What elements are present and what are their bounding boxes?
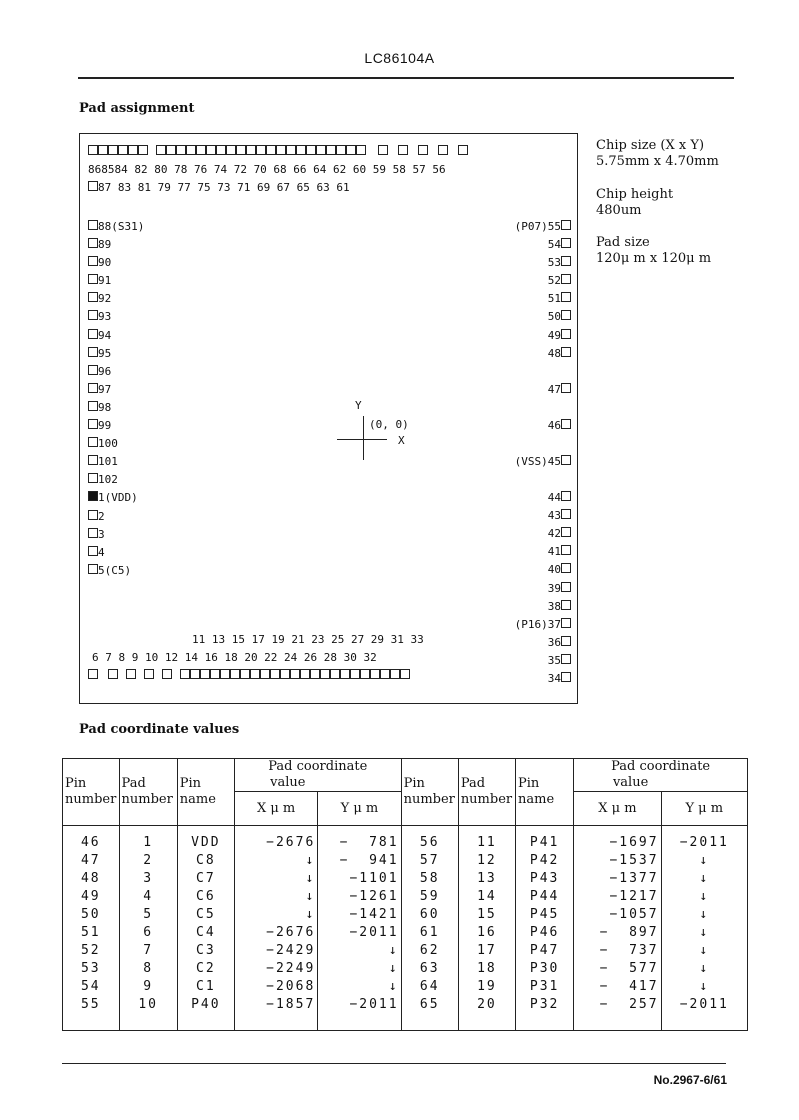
pad-square [561,654,571,664]
pad-square [88,220,98,230]
table-cell: 10 [138,997,158,1012]
table-cell: 5 [143,907,154,922]
table-cell: −1421 [349,907,399,922]
pad-label: 94 [98,328,112,342]
pad-square [561,618,571,628]
table-cell: C5 [196,907,216,922]
table-cell: 57 [419,853,440,868]
table-cell: 53 [80,961,101,976]
right-pad-item [515,580,571,598]
table-cell: C2 [196,961,216,976]
pad-square [88,256,98,266]
table-cell: − 897 [599,925,659,940]
table-cell: 56 [419,835,440,850]
right-pad-item [515,670,571,688]
table-cell: VDD [191,835,221,850]
table-cell: ↓ [305,907,316,922]
header-x-um-right: X μ m [574,792,661,826]
right-pad-item [515,525,571,543]
pad-label: 38 [547,599,561,613]
table-cell: 15 [477,907,497,922]
top-pad-row [88,145,468,155]
pad-square [88,383,98,393]
table-cell: −1857 [266,997,316,1012]
top-pad-numbers-row2: 87 83 81 79 77 75 73 71 69 67 65 63 61 [88,181,350,194]
col-left-pin-number [63,826,120,1031]
table-cell: ↓ [699,961,710,976]
col-left-pad-number [119,826,177,1031]
pad-layout-diagram [79,133,578,704]
table-cell: 4 [143,889,154,904]
table-cell: C1 [196,979,216,994]
table-cell: 20 [477,997,497,1012]
table-cell: − 737 [599,943,659,958]
pad-label: 46 [547,418,561,432]
pad-square [88,546,98,556]
pad-label: 54 [547,238,561,252]
right-pad-item [515,308,571,326]
table-cell: −2011 [679,997,729,1012]
pad-label: 89 [98,238,112,252]
col-right-x [574,826,661,1031]
pad-square [88,347,98,357]
chip-height-value: 480um [596,203,642,218]
table-cell: −2011 [679,835,729,850]
pad-label: 36 [547,635,561,649]
table-cell: 7 [143,943,154,958]
table-cell: − 257 [599,997,659,1012]
table-cell: 2 [143,853,154,868]
pad-square [561,491,571,501]
left-pad-column [88,218,144,580]
table-cell: −2429 [266,943,316,958]
pad-square [561,347,571,357]
left-pad-item [88,272,144,290]
pad-label: 88(S31) [98,220,145,233]
table-cell: ↓ [699,979,710,994]
table-cell: −1101 [349,871,399,886]
col-right-pad-number [458,826,515,1031]
pad-square [88,491,98,501]
table-cell: ↓ [388,961,399,976]
pad-label: 3 [98,527,105,541]
table-cell: ↓ [305,871,316,886]
table-cell: 58 [419,871,440,886]
table-cell: C6 [196,889,216,904]
pad-label: 53 [547,256,561,270]
table-cell: −1261 [349,889,399,904]
pad-square [561,310,571,320]
table-cell: −2011 [349,925,399,940]
axis-y-line [363,416,364,460]
pad-square [88,510,98,520]
axis-y-label: Y [355,399,362,412]
pad-label: 98 [98,400,112,414]
pad-square [561,563,571,573]
table-cell: 13 [477,871,497,886]
header-y-um: Y μ m [318,792,401,826]
pad-label: 49 [547,328,561,342]
table-cell: P41 [529,835,560,850]
table-cell: − 941 [339,853,399,868]
table-cell: 17 [477,943,497,958]
left-pad-item [88,345,144,363]
pad-square [88,473,98,483]
header-pad-coordinate: Pad coordinate value [234,759,401,792]
left-pad-item [88,453,144,471]
table-cell: 8 [143,961,154,976]
right-pad-item [515,507,571,525]
header-y-um-right: Y μ m [661,792,747,826]
pad-square [561,600,571,610]
pad-label: 93 [98,310,112,324]
chip-height-label: Chip height [596,187,674,202]
table-cell: 60 [419,907,440,922]
pad-square [88,401,98,411]
table-cell: − 781 [339,835,399,850]
pad-label: 51 [547,292,561,306]
pad-label: 101 [98,455,118,469]
table-cell: 61 [419,925,440,940]
pad-square [561,383,571,393]
right-pad-item [515,489,571,507]
right-pad-item [515,598,571,616]
col-left-y [318,826,401,1031]
table-cell: 6 [143,925,154,940]
pad-square [88,528,98,538]
table-cell: 46 [80,835,101,850]
pad-label: 43 [547,509,561,523]
table-cell: −1217 [609,889,659,904]
table-cell: −1377 [609,871,659,886]
table-cell: 63 [419,961,440,976]
table-cell: ↓ [699,907,710,922]
bottom-pad-row [88,669,410,679]
pad-square [561,329,571,339]
right-pad-item [515,652,571,670]
pad-square [561,636,571,646]
right-pad-item [515,272,571,290]
table-cell: −2676 [266,835,316,850]
col-right-y [661,826,747,1031]
table-cell: P32 [529,997,560,1012]
col-right-pin-number [401,826,458,1031]
pad-label: 34 [547,671,561,685]
left-pad-item [88,544,144,562]
pad-label: 92 [98,292,112,306]
left-pad-item [88,489,144,507]
pad-square [561,274,571,284]
table-cell: 14 [477,889,497,904]
pad-label: 39 [547,581,561,595]
table-cell: −2249 [266,961,316,976]
table-cell: 9 [143,979,154,994]
bottom-pad-numbers-row1: 11 13 15 17 19 21 23 25 27 29 31 33 [192,633,424,646]
table-cell: −1057 [609,907,659,922]
table-cell: 65 [419,997,440,1012]
pad-label: (P07)55 [514,220,561,233]
chip-size-value: 5.75mm x 4.70mm [596,154,719,169]
table-cell: C8 [196,853,216,868]
table-cell: −2011 [349,997,399,1012]
pad-square [561,582,571,592]
pad-label: 47 [547,382,561,396]
col-left-pin-name [177,826,234,1031]
header-pin-number-right: Pin number [401,759,458,826]
right-pad-item [515,616,571,634]
table-cell: P44 [529,889,560,904]
right-pad-item [515,561,571,579]
table-cell: 50 [80,907,101,922]
pad-label: 40 [547,563,561,577]
header-x-um: X μ m [234,792,317,826]
pad-label: 44 [547,491,561,505]
left-pad-item [88,526,144,544]
left-pad-item [88,218,144,236]
pad-square [561,672,571,682]
pad-label: 50 [547,310,561,324]
table-cell: −2068 [266,979,316,994]
table-cell: 59 [419,889,440,904]
pad-label: 91 [98,274,112,288]
table-cell: C3 [196,943,216,958]
table-cell: ↓ [699,943,710,958]
pad-square [561,545,571,555]
table-cell: 49 [80,889,101,904]
pad-assignment-heading: Pad assignment [79,101,195,116]
pad-square [561,220,571,230]
table-cell: 55 [80,997,101,1012]
pad-square [561,527,571,537]
table-cell: ↓ [699,871,710,886]
left-pad-item [88,399,144,417]
table-cell: ↓ [699,925,710,940]
table-cell: C7 [196,871,216,886]
right-pad-item [515,290,571,308]
table-cell: ↓ [699,853,710,868]
table-cell: 3 [143,871,154,886]
table-cell: P43 [529,871,560,886]
pad-size-value: 120μ m x 120μ m [596,251,712,266]
pad-square [88,455,98,465]
left-pad-item [88,308,144,326]
table-cell: P31 [529,979,560,994]
left-pad-item [88,508,144,526]
document-title: LC86104A [364,50,435,66]
table-cell: P47 [529,943,560,958]
pad-label: 1(VDD) [98,491,138,505]
col-left-x [234,826,317,1031]
header-pad-coordinate-right: Pad coordinate value [574,759,748,792]
pad-label: (P16)37 [514,617,561,631]
pad-label: 97 [98,382,112,396]
table-cell: 62 [419,943,440,958]
footer-rule [62,1063,726,1064]
pad-coordinate-table [62,758,748,1031]
left-pad-item [88,236,144,254]
table-cell: P45 [529,907,560,922]
pad-square [88,329,98,339]
left-pad-item [88,327,144,345]
pad-label: 102 [98,473,118,487]
right-pad-item [515,254,571,272]
col-right-pin-name [516,826,574,1031]
table-cell: ↓ [305,853,316,868]
table-cell: 64 [419,979,440,994]
pad-label: 90 [98,256,112,270]
table-cell: 52 [80,943,101,958]
table-cell: 11 [477,835,497,850]
header-pin-name: Pin name [177,759,234,826]
table-cell: −1537 [609,853,659,868]
pad-label: 41 [547,545,561,559]
pad-square [88,437,98,447]
table-cell: 54 [80,979,101,994]
table-cell: 12 [477,853,497,868]
right-pad-item [515,634,571,652]
pad-square [561,455,571,465]
left-pad-item [88,363,144,381]
table-cell: 19 [477,979,497,994]
right-pad-item [515,417,571,435]
pad-square [88,274,98,284]
pad-size-label: Pad size [596,235,650,250]
table-cell: P40 [191,997,221,1012]
axis-x-label: X [398,434,405,447]
left-pad-item [88,435,144,453]
header-pin-name-right: Pin name [516,759,574,826]
table-cell: ↓ [699,889,710,904]
table-cell: 1 [143,835,154,850]
header-pad-number: Pad number [119,759,177,826]
right-pad-item [515,218,571,236]
right-pad-item [515,236,571,254]
axis-x-line [337,439,387,440]
chip-size-label: Chip size (X x Y) [596,138,705,153]
pad-label: 96 [98,364,112,378]
pad-label: 4 [98,545,105,559]
left-pad-item [88,471,144,489]
table-cell: C4 [196,925,216,940]
bottom-pad-numbers-row2: 6 7 8 9 10 12 14 16 18 20 22 24 26 28 30 32 [92,651,377,664]
pad-square [88,419,98,429]
table-cell: − 417 [599,979,659,994]
header-pin-number: Pin number [63,759,120,826]
right-pad-item [515,543,571,561]
pad-label: 52 [547,274,561,288]
table-cell: 51 [80,925,101,940]
left-pad-item [88,417,144,435]
pad-square [88,292,98,302]
left-pad-item [88,381,144,399]
right-pad-item [515,453,571,471]
pad-square [88,564,98,574]
pad-square [561,419,571,429]
pad-label: 35 [547,653,561,667]
table-cell: P46 [529,925,560,940]
right-pad-item [515,381,571,399]
table-cell: P42 [529,853,560,868]
pad-label: (VSS)45 [514,454,561,468]
table-cell: ↓ [305,889,316,904]
table-cell: −2676 [266,925,316,940]
right-pad-item [515,345,571,363]
header-pad-number-right: Pad number [458,759,515,826]
table-cell: P30 [529,961,560,976]
pad-label: 2 [98,509,105,523]
pad-label: 99 [98,419,112,433]
pad-square [561,509,571,519]
pad-coordinate-heading: Pad coordinate values [79,722,240,737]
pad-square [88,238,98,248]
header-rule [78,77,734,79]
origin-label: (0, 0) [369,418,409,431]
pad-label: 42 [547,527,561,541]
page-number: No.2967-6/61 [653,1073,727,1087]
pad-square [561,238,571,248]
pad-square [561,256,571,266]
table-cell: −1697 [609,835,659,850]
left-pad-item [88,562,144,580]
top-pad-numbers-row1: 868584 82 80 78 76 74 72 70 68 66 64 62 60 59 58 57 56 [88,163,446,176]
pad-label: 5(C5) [98,563,132,577]
pad-square [88,365,98,375]
table-cell: ↓ [388,979,399,994]
table-cell: 47 [80,853,101,868]
pad-label: 95 [98,346,112,360]
table-cell: ↓ [388,943,399,958]
table-cell: − 577 [599,961,659,976]
table-cell: 48 [80,871,101,886]
table-cell: 16 [477,925,497,940]
pad-label: 100 [98,437,118,451]
left-pad-item [88,290,144,308]
left-pad-item [88,254,144,272]
table-cell: 18 [477,961,497,976]
right-pad-column [515,218,571,688]
pad-square [561,292,571,302]
right-pad-item [515,327,571,345]
pad-label: 48 [547,346,561,360]
pad-square [88,310,98,320]
